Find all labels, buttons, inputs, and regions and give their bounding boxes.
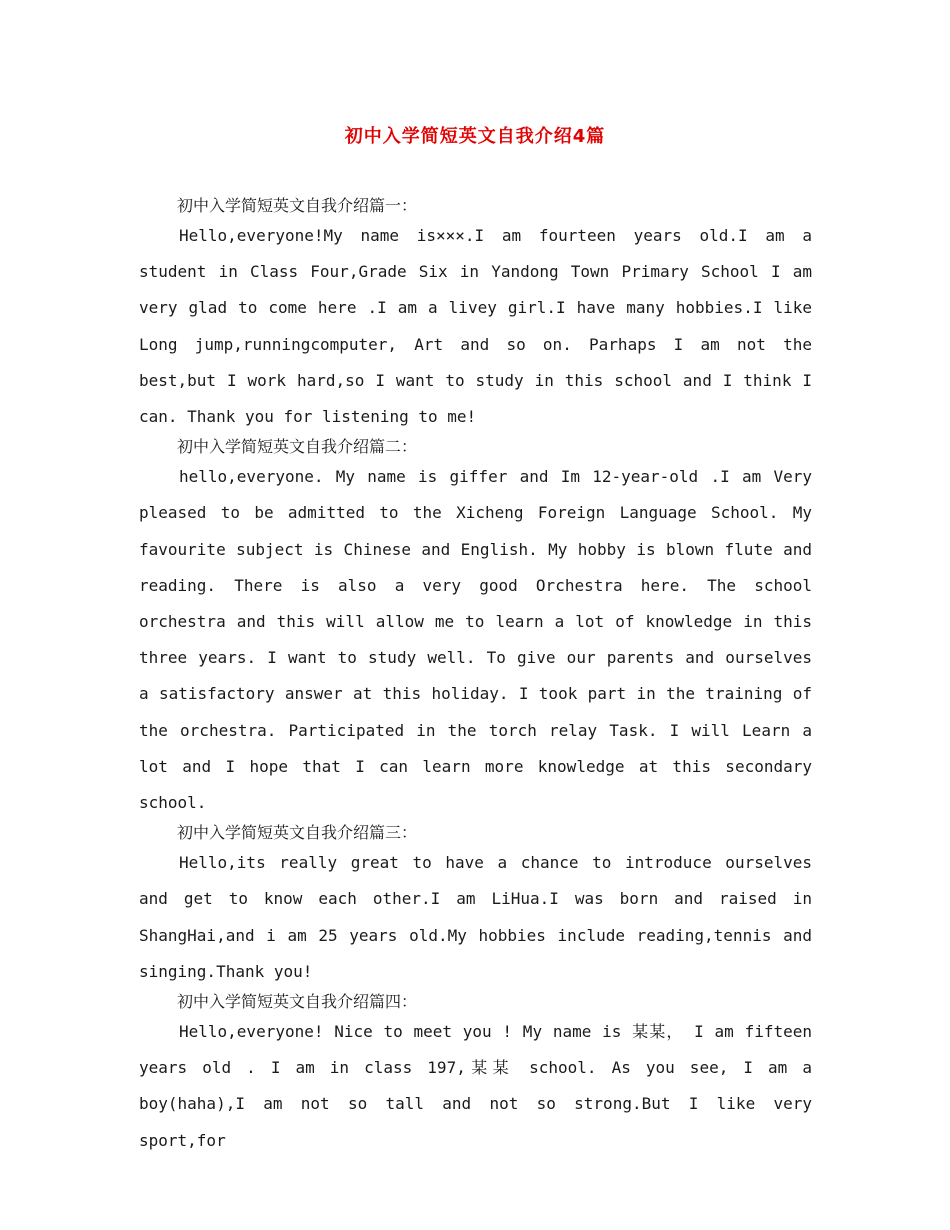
document-body (139, 194, 812, 1159)
section-text-2: hello,everyone. My name is giffer and Im 12-year-old .I am Very pleased to be admitted to the Xicheng Foreign Language School. My favourite subject is Chinese and English. My hobby is blown flute and reading. There is also a very good Orchestra here. The school orchestra and this will allow me to learn a lot of knowledge in this three years. I want to study well. To give our parents and ourselves a satisfactory answer at this holiday. I took part in the training of the orchestra. Participated in the torch relay Task. I will Learn a lot and I hope that I can learn more knowledge at this secondary school. (139, 467, 812, 813)
section-text-1: Hello,everyone!My name is×××.I am fourteen years old.I am a student in Class Four,Grade Six in Yandong Town Primary School I am very glad to come here .I am a livey girl.I have many hobbies.I like Long jump,runningcomputer, Art and so on. Parhaps I am not the best,but I work hard,so I want to study in this school and I think I can. Thank you for listening to me! (139, 226, 812, 427)
section-text-3: Hello,its really great to have a chance to introduce ourselves and get to know each other.I am LiHua.I was born and raised in ShangHai,and i am 25 years old.My hobbies include reading,tennis and singing.Thank you! (139, 853, 812, 981)
section-text-4: Hello,everyone! Nice to meet you ! My name is 某某， I am fifteen years old . I am in class 197,某某 school. As you see, I am a boy(haha),I am not so tall and not so strong.But I like very sport,for (139, 1022, 812, 1150)
section-heading-2: 初中入学简短英文自我介绍篇二： (177, 437, 418, 457)
section-heading-3: 初中入学简短英文自我介绍篇三： (177, 823, 418, 843)
document-title: 初中入学简短英文自我介绍4篇 (344, 126, 606, 147)
section-heading-4: 初中入学简短英文自我介绍篇四： (177, 992, 418, 1012)
section-heading-1: 初中入学简短英文自我介绍篇一： (177, 196, 418, 215)
